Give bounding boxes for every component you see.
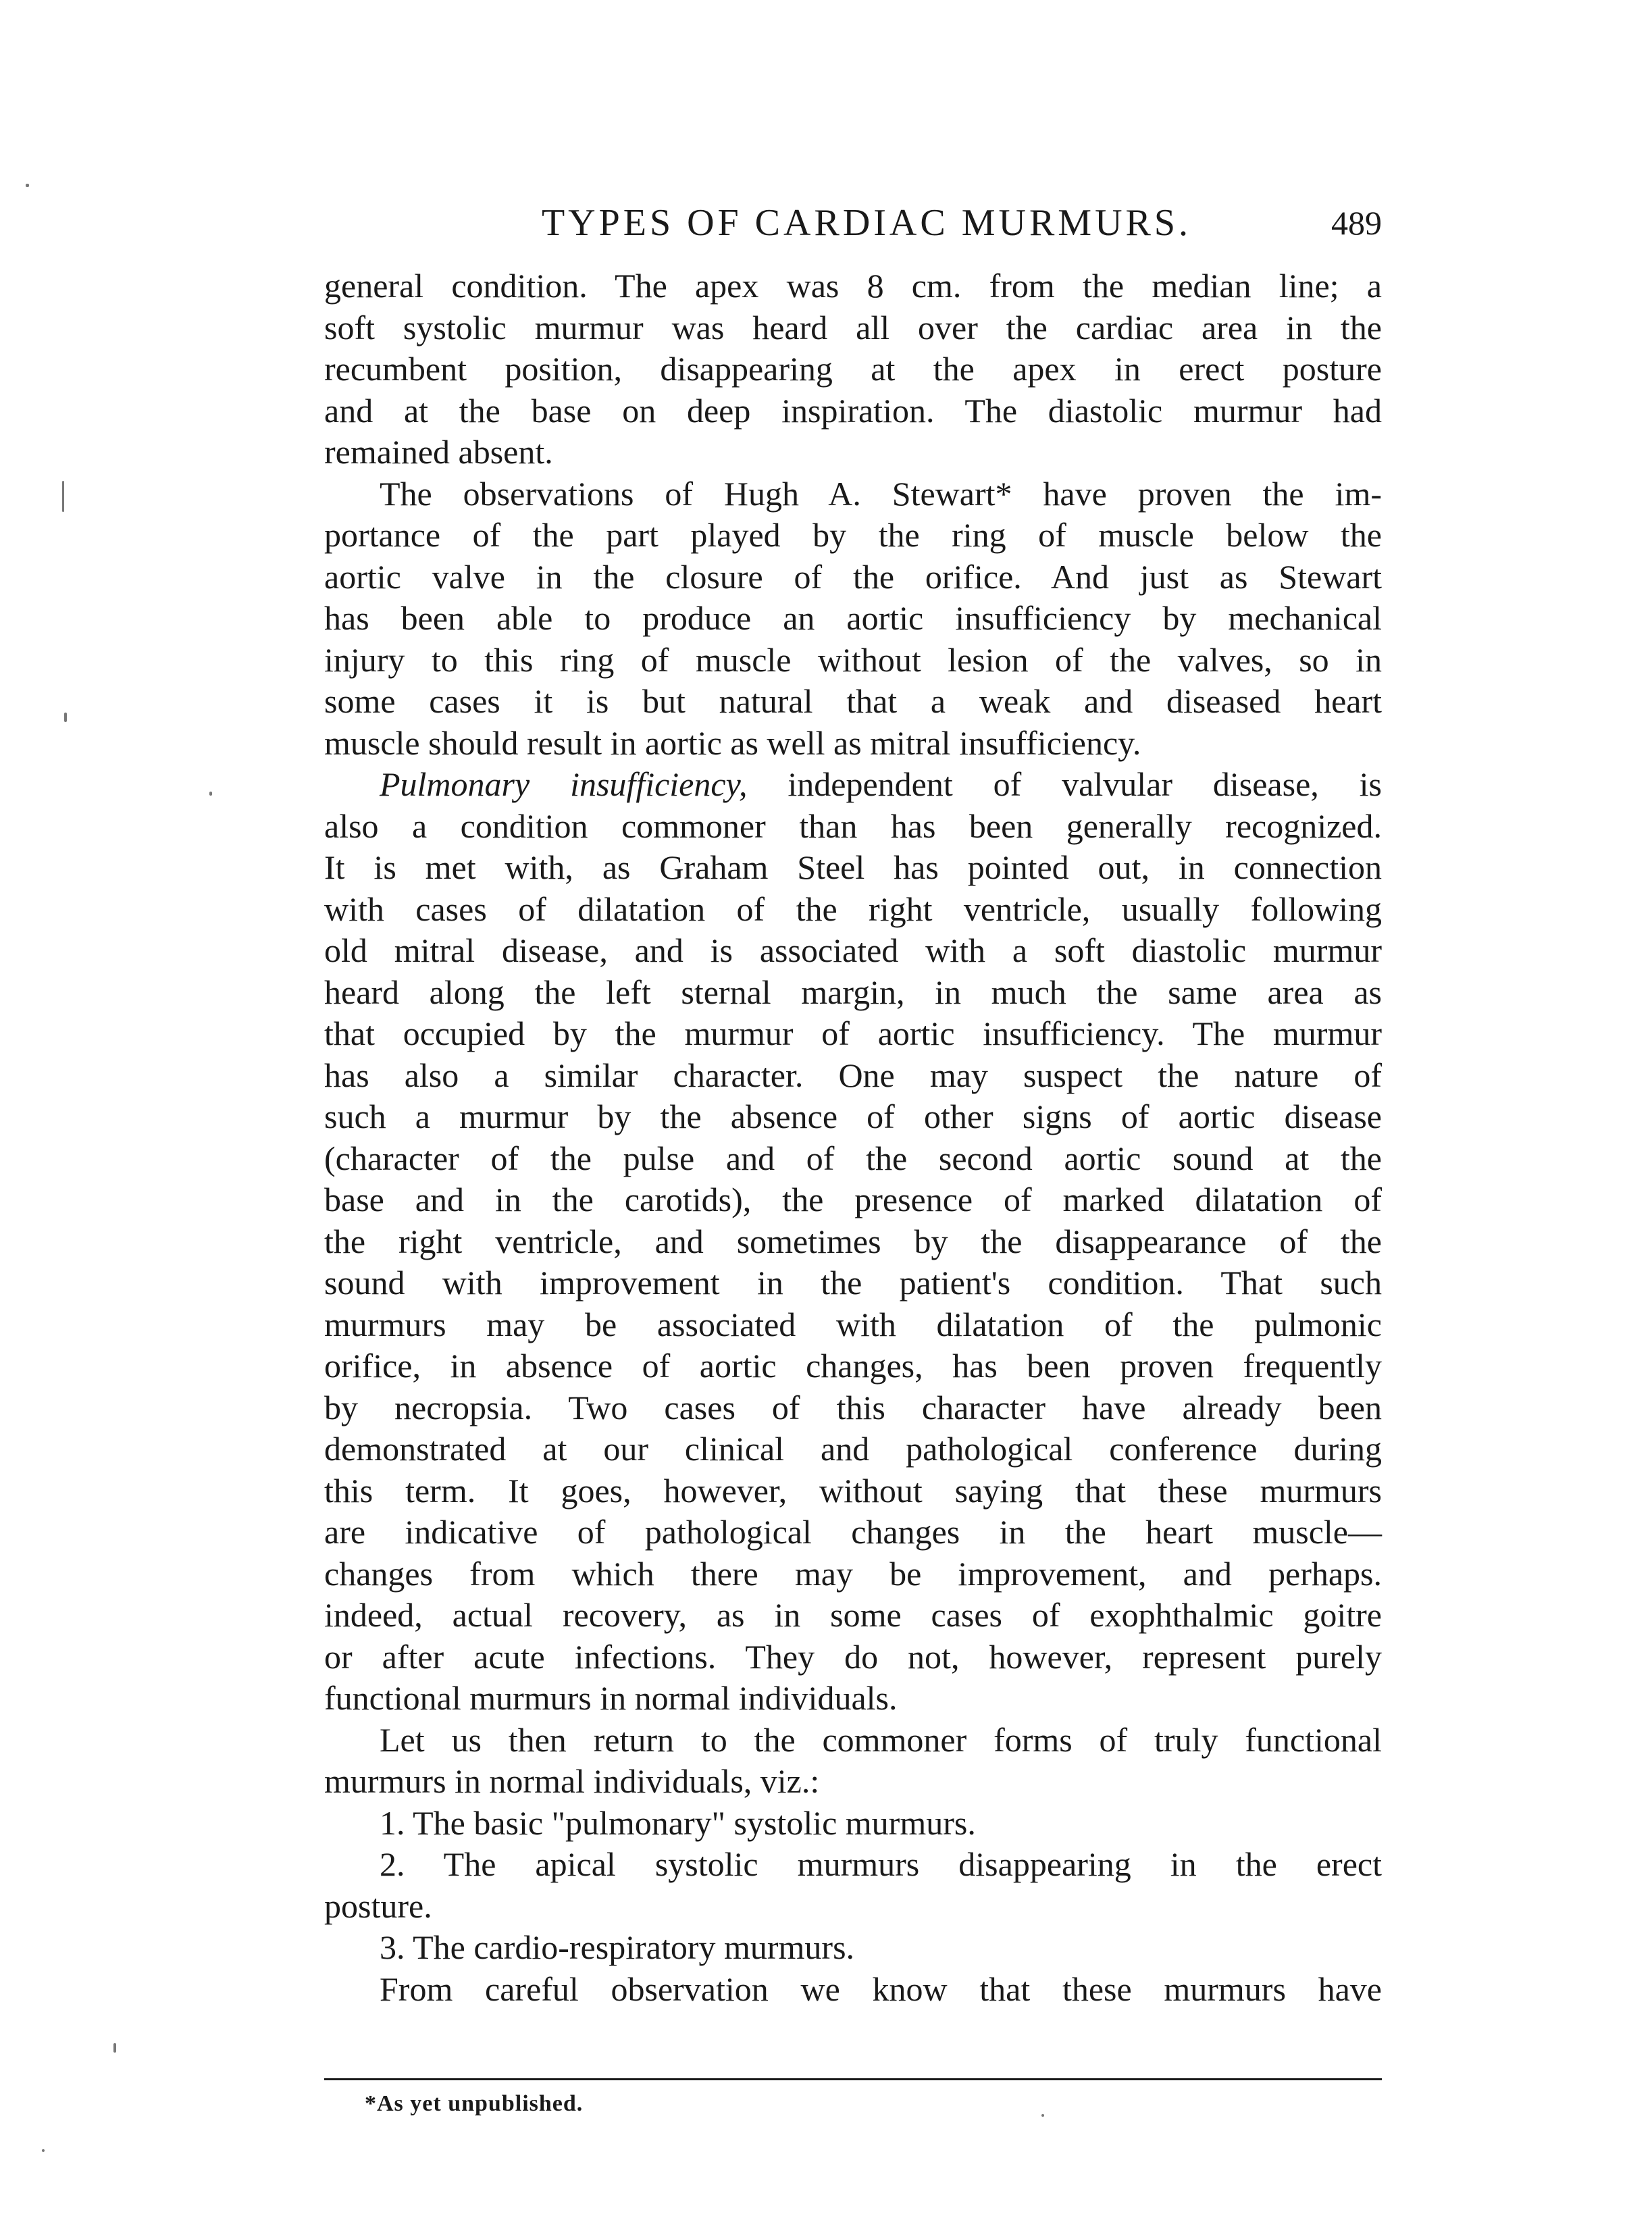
italic-term: Pulmonary insufficiency,	[380, 765, 748, 803]
footnote-rule	[324, 2078, 1382, 2080]
text-line: this term. It goes, however, without saying that these murmurs	[324, 1471, 1382, 1510]
scan-speck	[26, 184, 29, 187]
list-item-continuation: posture.	[324, 1886, 432, 1925]
text-line: such a murmur by the absence of other signs of aortic disease	[324, 1098, 1382, 1135]
text-line: are indicative of pathological changes in the heart muscle—	[324, 1513, 1382, 1551]
text-line: has been able to produce an aortic insufficiency by mechanical	[324, 599, 1382, 637]
text-line: base and in the carotids), the presence of marked dilatation of	[324, 1181, 1382, 1218]
running-title: TYPES OF CARDIAC MURMURS.	[541, 202, 1192, 244]
paragraph-start-line	[324, 764, 1382, 806]
text-line: aortic valve in the closure of the orifice. And just as Stewart	[324, 557, 1382, 596]
scan-speck	[64, 713, 67, 722]
scan-speck	[42, 2149, 45, 2152]
text-line: by necropsia. Two cases of this character have already been	[324, 1388, 1382, 1426]
scan-speck	[113, 2043, 116, 2053]
text-line: murmurs may be associated with dilatation of the pulmonic	[324, 1305, 1382, 1343]
text-line: has also a similar character. One may suspect the nature of	[324, 1056, 1382, 1094]
text-line: that occupied by the murmur of aortic insufficiency. The murmur	[324, 1014, 1382, 1052]
text-line: with cases of dilatation of the right ventricle, usually following	[324, 890, 1382, 928]
text-line: functional murmurs in normal individuals.	[324, 1679, 898, 1717]
text-line: sound with improvement in the patient's condition. That such	[324, 1264, 1382, 1302]
text-line: It is met with, as Graham Steel has pointed out, in connection	[324, 848, 1382, 886]
text-line: orifice, in absence of aortic changes, has been proven frequently	[324, 1347, 1382, 1385]
text-line: old mitral disease, and is associated with a soft diastolic murmur	[324, 931, 1382, 969]
page-header	[324, 196, 1382, 250]
text-line: changes from which there may be improvement, and perhaps.	[324, 1554, 1382, 1593]
page-number: 489	[1331, 204, 1382, 242]
body-text	[324, 265, 1382, 2010]
list-item: 1. The basic "pulmonary" systolic murmurs.	[380, 1803, 976, 1842]
text-line: muscle should result in aortic as well as mitral insufficiency.	[324, 723, 1141, 762]
text-line: and at the base on deep inspiration. The diastolic murmur had	[324, 391, 1382, 430]
text-line: general condition. The apex was 8 cm. from the median line; a	[324, 267, 1382, 305]
paragraph-start-line: From careful observation we know that these murmurs have	[380, 1970, 1382, 2008]
text-line: also a condition commoner than has been generally recognized.	[324, 806, 1382, 845]
scan-speck	[1041, 2114, 1044, 2117]
text-line: recumbent position, disappearing at the apex in erect posture	[324, 350, 1382, 388]
footnote: *As yet unpublished.	[365, 2091, 584, 2116]
text-line: murmurs in normal individuals, viz.:	[324, 1762, 820, 1800]
text-run: independent of valvular disease, is	[747, 765, 1382, 803]
scan-speck	[209, 792, 212, 796]
text-line: (character of the pulse and of the second aortic sound at the	[324, 1139, 1382, 1177]
list-item: 3. The cardio-respiratory murmurs.	[380, 1928, 855, 1966]
list-item: 2. The apical systolic murmurs disappearing in the erect	[380, 1845, 1382, 1883]
text-line: or after acute infections. They do not, however, represent purely	[324, 1637, 1382, 1676]
paragraph-start-line: The observations of Hugh A. Stewart* have proven the im-	[380, 474, 1382, 513]
text-line: the right ventricle, and sometimes by the disappearance of the	[324, 1222, 1382, 1260]
paragraph-start-line: Let us then return to the commoner forms of truly functional	[380, 1720, 1382, 1759]
scan-speck	[62, 481, 64, 512]
text-line: some cases it is but natural that a weak and diseased heart	[324, 682, 1382, 720]
text-line: heard along the left sternal margin, in much the same area as	[324, 973, 1382, 1011]
text-line: indeed, actual recovery, as in some cases of exophthalmic goitre	[324, 1596, 1382, 1634]
text-line: soft systolic murmur was heard all over the cardiac area in the	[324, 308, 1382, 346]
text-line: demonstrated at our clinical and pathological conference during	[324, 1430, 1382, 1468]
text-line: remained absent.	[324, 433, 553, 471]
text-line: injury to this ring of muscle without lesion of the valves, so in	[324, 640, 1382, 679]
text-line: portance of the part played by the ring of muscle below the	[324, 516, 1382, 554]
